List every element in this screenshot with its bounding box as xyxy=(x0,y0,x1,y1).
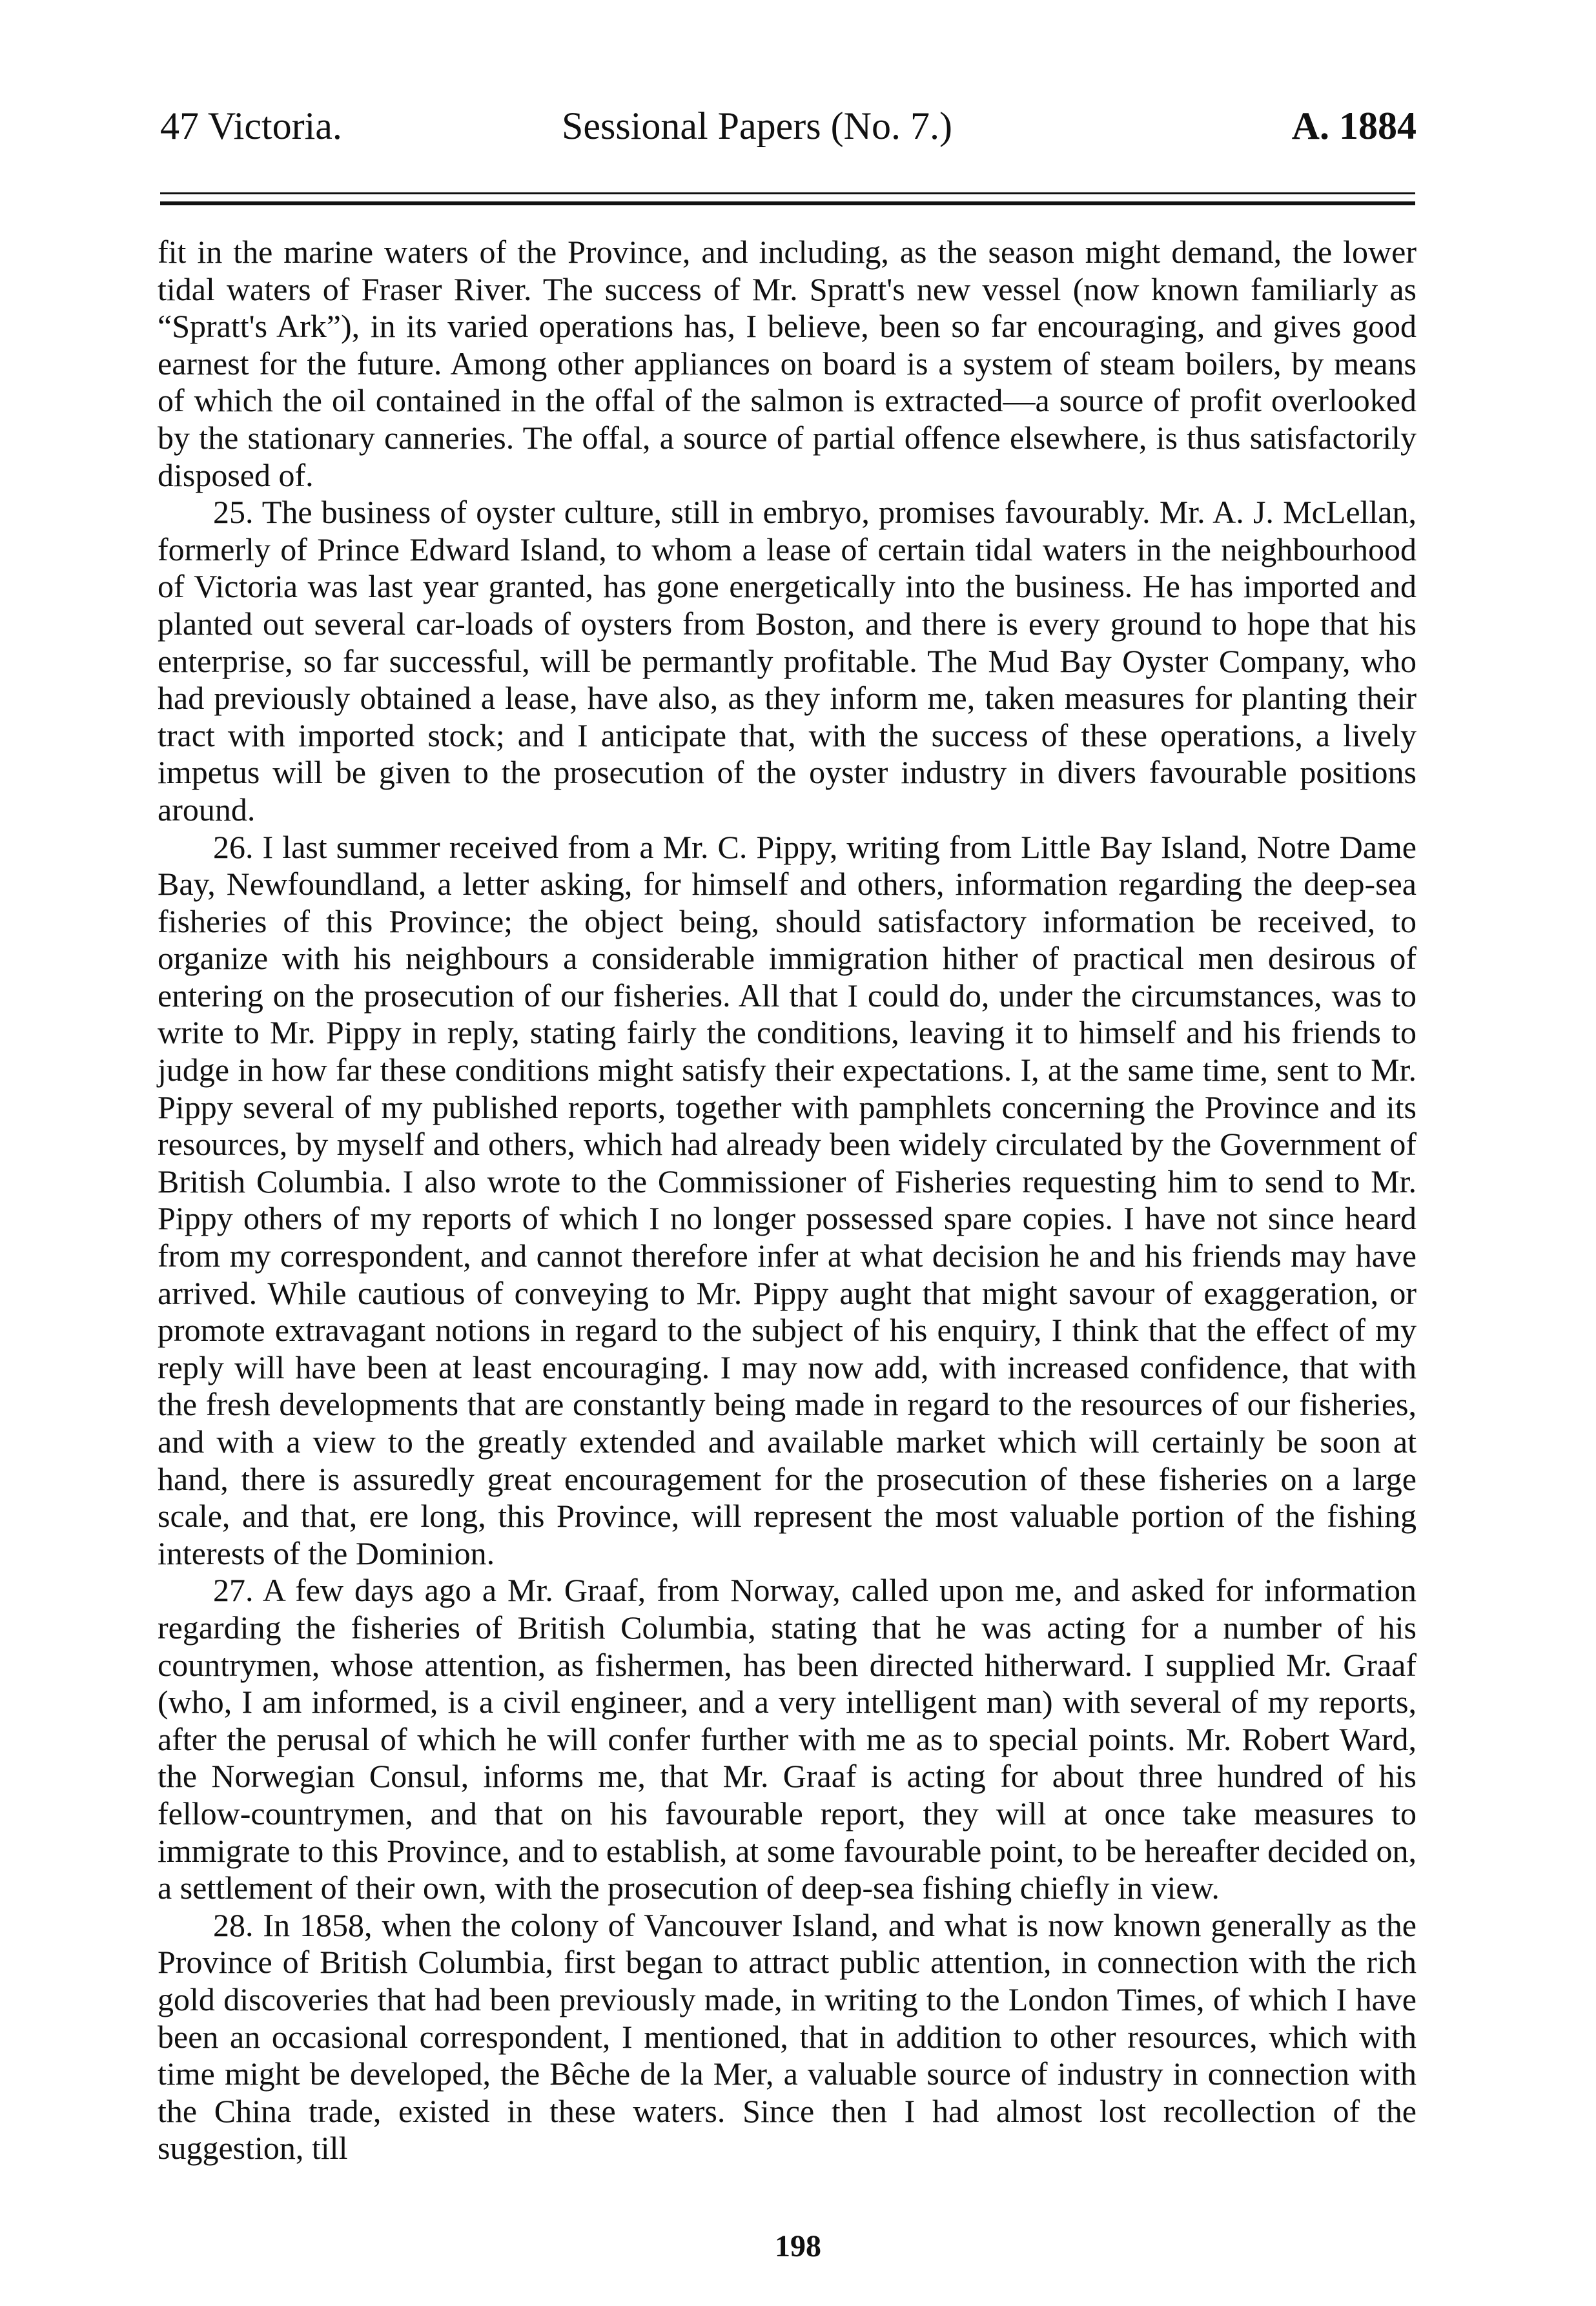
running-header xyxy=(0,97,1596,155)
paragraph-25: 25. The business of oyster culture, still in embryo, promises favourably. Mr. A. J. McLellan, formerly of Prince Edward Island, to whom a lease of certain tidal waters in the neighbourhood of Victoria was last year granted, has gone energetically into the business. He has imported and planted out several car-loads of oysters from Boston, and there is every ground to hope that his enterprise, so far successful, will be permantly profitable. The Mud Bay Oyster Company, who had previously obtained a lease, have also, as they inform me, taken measures for planting their tract with imported stock; and I anticipate that, with the success of these operations, a lively impetus will be given to the prosecution of the oyster industry in divers favourable positions around. xyxy=(158,494,1417,828)
page-number: 198 xyxy=(775,2229,821,2263)
header-rule-thick xyxy=(160,201,1415,205)
header-rule-thin xyxy=(160,192,1415,194)
header-year: A. 1884 xyxy=(1291,105,1417,147)
paragraph-27: 27. A few days ago a Mr. Graaf, from Norway, called upon me, and asked for information regarding the fisheries of British Columbia, stating that he was acting for a number of his countrymen, whose attention, as fishermen, has been directed hitherward. I supplied Mr. Graaf (who, I am informed, is a civil engineer, and a very intelligent man) with several of my reports, after the perusal of which he will confer further with me as to special points. Mr. Robert Ward, the Norwegian Consul, informs me, that Mr. Graaf is acting for about three hundred of his fellow-countrymen, and that on his favourable report, they will at once take measures to immigrate to this Province, and to establish, at some favourable point, to be hereafter decided on, a settlement of their own, with the prosecution of deep-sea fishing chiefly in view. xyxy=(158,1572,1417,1906)
paragraph-continued: fit in the marine waters of the Province, and including, as the season might demand, the lower tidal waters of Fraser River. The success of Mr. Spratt's new vessel (now known familiarly as “Spratt's Ark”), in its varied operations has, I believe, been so far encouraging, and gives good earnest for the future. Among other appliances on board is a system of steam boilers, by means of which the oil contained in the offal of the salmon is extracted—a source of profit overlooked by the stationary canneries. The offal, a source of partial offence elsewhere, is thus satisfactorily disposed of. xyxy=(158,234,1417,493)
header-title: Sessional Papers (No. 7.) xyxy=(562,105,952,147)
paragraph-28: 28. In 1858, when the colony of Vancouver Island, and what is now known generally as the Province of British Columbia, first began to attract public attention, in connection with the rich gold discoveries that had been previously made, in writing to the London Times, of which I have been an occasional correspondent, I mentioned, that in addition to other resources, which with time might be developed, the Bêche de la Mer, a valuable source of industry in connection with the China trade, existed in these waters. Since then I had almost lost recollection of the suggestion, till xyxy=(158,1906,1417,2167)
paragraph-26: 26. I last summer received from a Mr. C. Pippy, writing from Little Bay Island, Notre Dame Bay, Newfoundland, a letter asking, for himself and others, information regarding the deep-sea fisheries of this Province; the object being, should satisfactory information be received, to organize with his neighbours a considerable immigration hither of practical men desirous of entering on the prosecution of our fisheries. All that I could do, under the circumstances, was to write to Mr. Pippy in reply, stating fairly the conditions, leaving it to himself and his friends to judge in how far these conditions might satisfy their expectations. I, at the same time, sent to Mr. Pippy several of my published reports, together with pamphlets concerning the Province and its resources, by myself and others, which had already been widely circulated by the Government of British Columbia. I also wrote to the Commissioner of Fisheries requesting him to send to Mr. Pippy others of my reports of which I no longer possessed spare copies. I have not since heard from my correspondent, and cannot therefore infer at what decision he and his friends may have arrived. While cautious of conveying to Mr. Pippy aught that might savour of exaggeration, or promote extravagant notions in regard to the subject of his enquiry, I think that the effect of my reply will have been at least encouraging. I may now add, with increased confidence, that with the fresh developments that are constantly being made in regard to the resources of our fisheries, and with a view to the greatly extended and available market which will certainly be soon at hand, there is assuredly great encouragement for the prosecution of these fisheries on a large scale, and that, ere long, this Province, will represent the most valuable portion of the fishing interests of the Dominion. xyxy=(158,828,1417,1571)
header-session: 47 Victoria. xyxy=(160,105,342,147)
body-text xyxy=(158,234,1417,2167)
